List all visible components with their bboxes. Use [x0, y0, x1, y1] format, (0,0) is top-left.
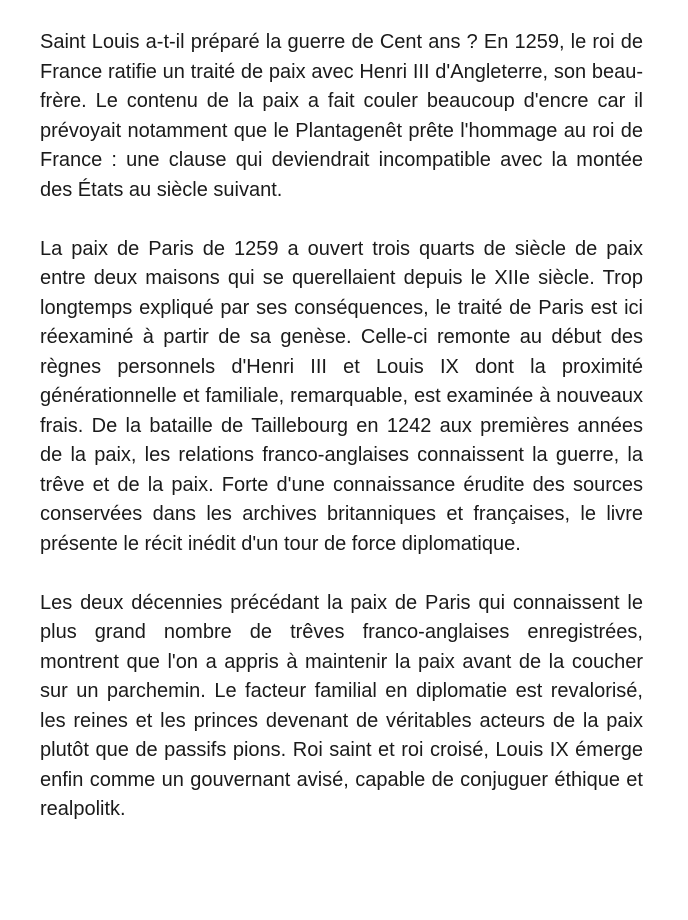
paragraph-conclusion: Les deux décennies précédant la paix de Paris qui connaissent le plus grand nombre de trêves franco-anglaises enregistrées, montrent que l'on a appris à maintenir la paix avant de la coucher sur un parchemin. Le facteur familial en diplomatie est revalorisé, les reines et les princes devenant de véritables acteurs de la paix plutôt que de passifs pions. Roi saint et roi croisé, Louis IX émerge enfin comme un gouvernant avisé, capable de conjuguer éthique et realpolitk. — [40, 591, 643, 820]
paragraph-intro: Saint Louis a-t-il préparé la guerre de Cent ans ? En 1259, le roi de France ratifie un traité de paix avec Henri III d'Angleterre, son beau-frère. Le contenu de la paix a fait couler beaucoup d'encre car il prévoyait notamment que le Plantagenêt prête l'hommage au roi de France : une clause qui deviendrait incompatible avec la montée des États au siècle suivant. — [40, 31, 643, 201]
paragraph-paix-de-paris: La paix de Paris de 1259 a ouvert trois quarts de siècle de paix entre deux maisons qui se querellaient depuis le XIIe siècle. Trop longtemps expliqué par ses conséquences, le traité de Paris est ici réexaminé à partir de sa genèse. Celle-ci remonte au début des règnes personnels d'Henri III et Louis IX dont la proximité générationnelle et familiale, remarquable, est examinée à nouveaux frais. De la bataille de Taillebourg en 1242 aux premières années de la paix, les relations franco-anglaises connaissent la guerre, la trêve et de la paix. Forte d'une connaissance érudite des sources conservées dans les archives britanniques et françaises, le livre présente le récit inédit d'un tour de force diplomatique. — [40, 237, 643, 555]
document-body — [40, 28, 643, 825]
